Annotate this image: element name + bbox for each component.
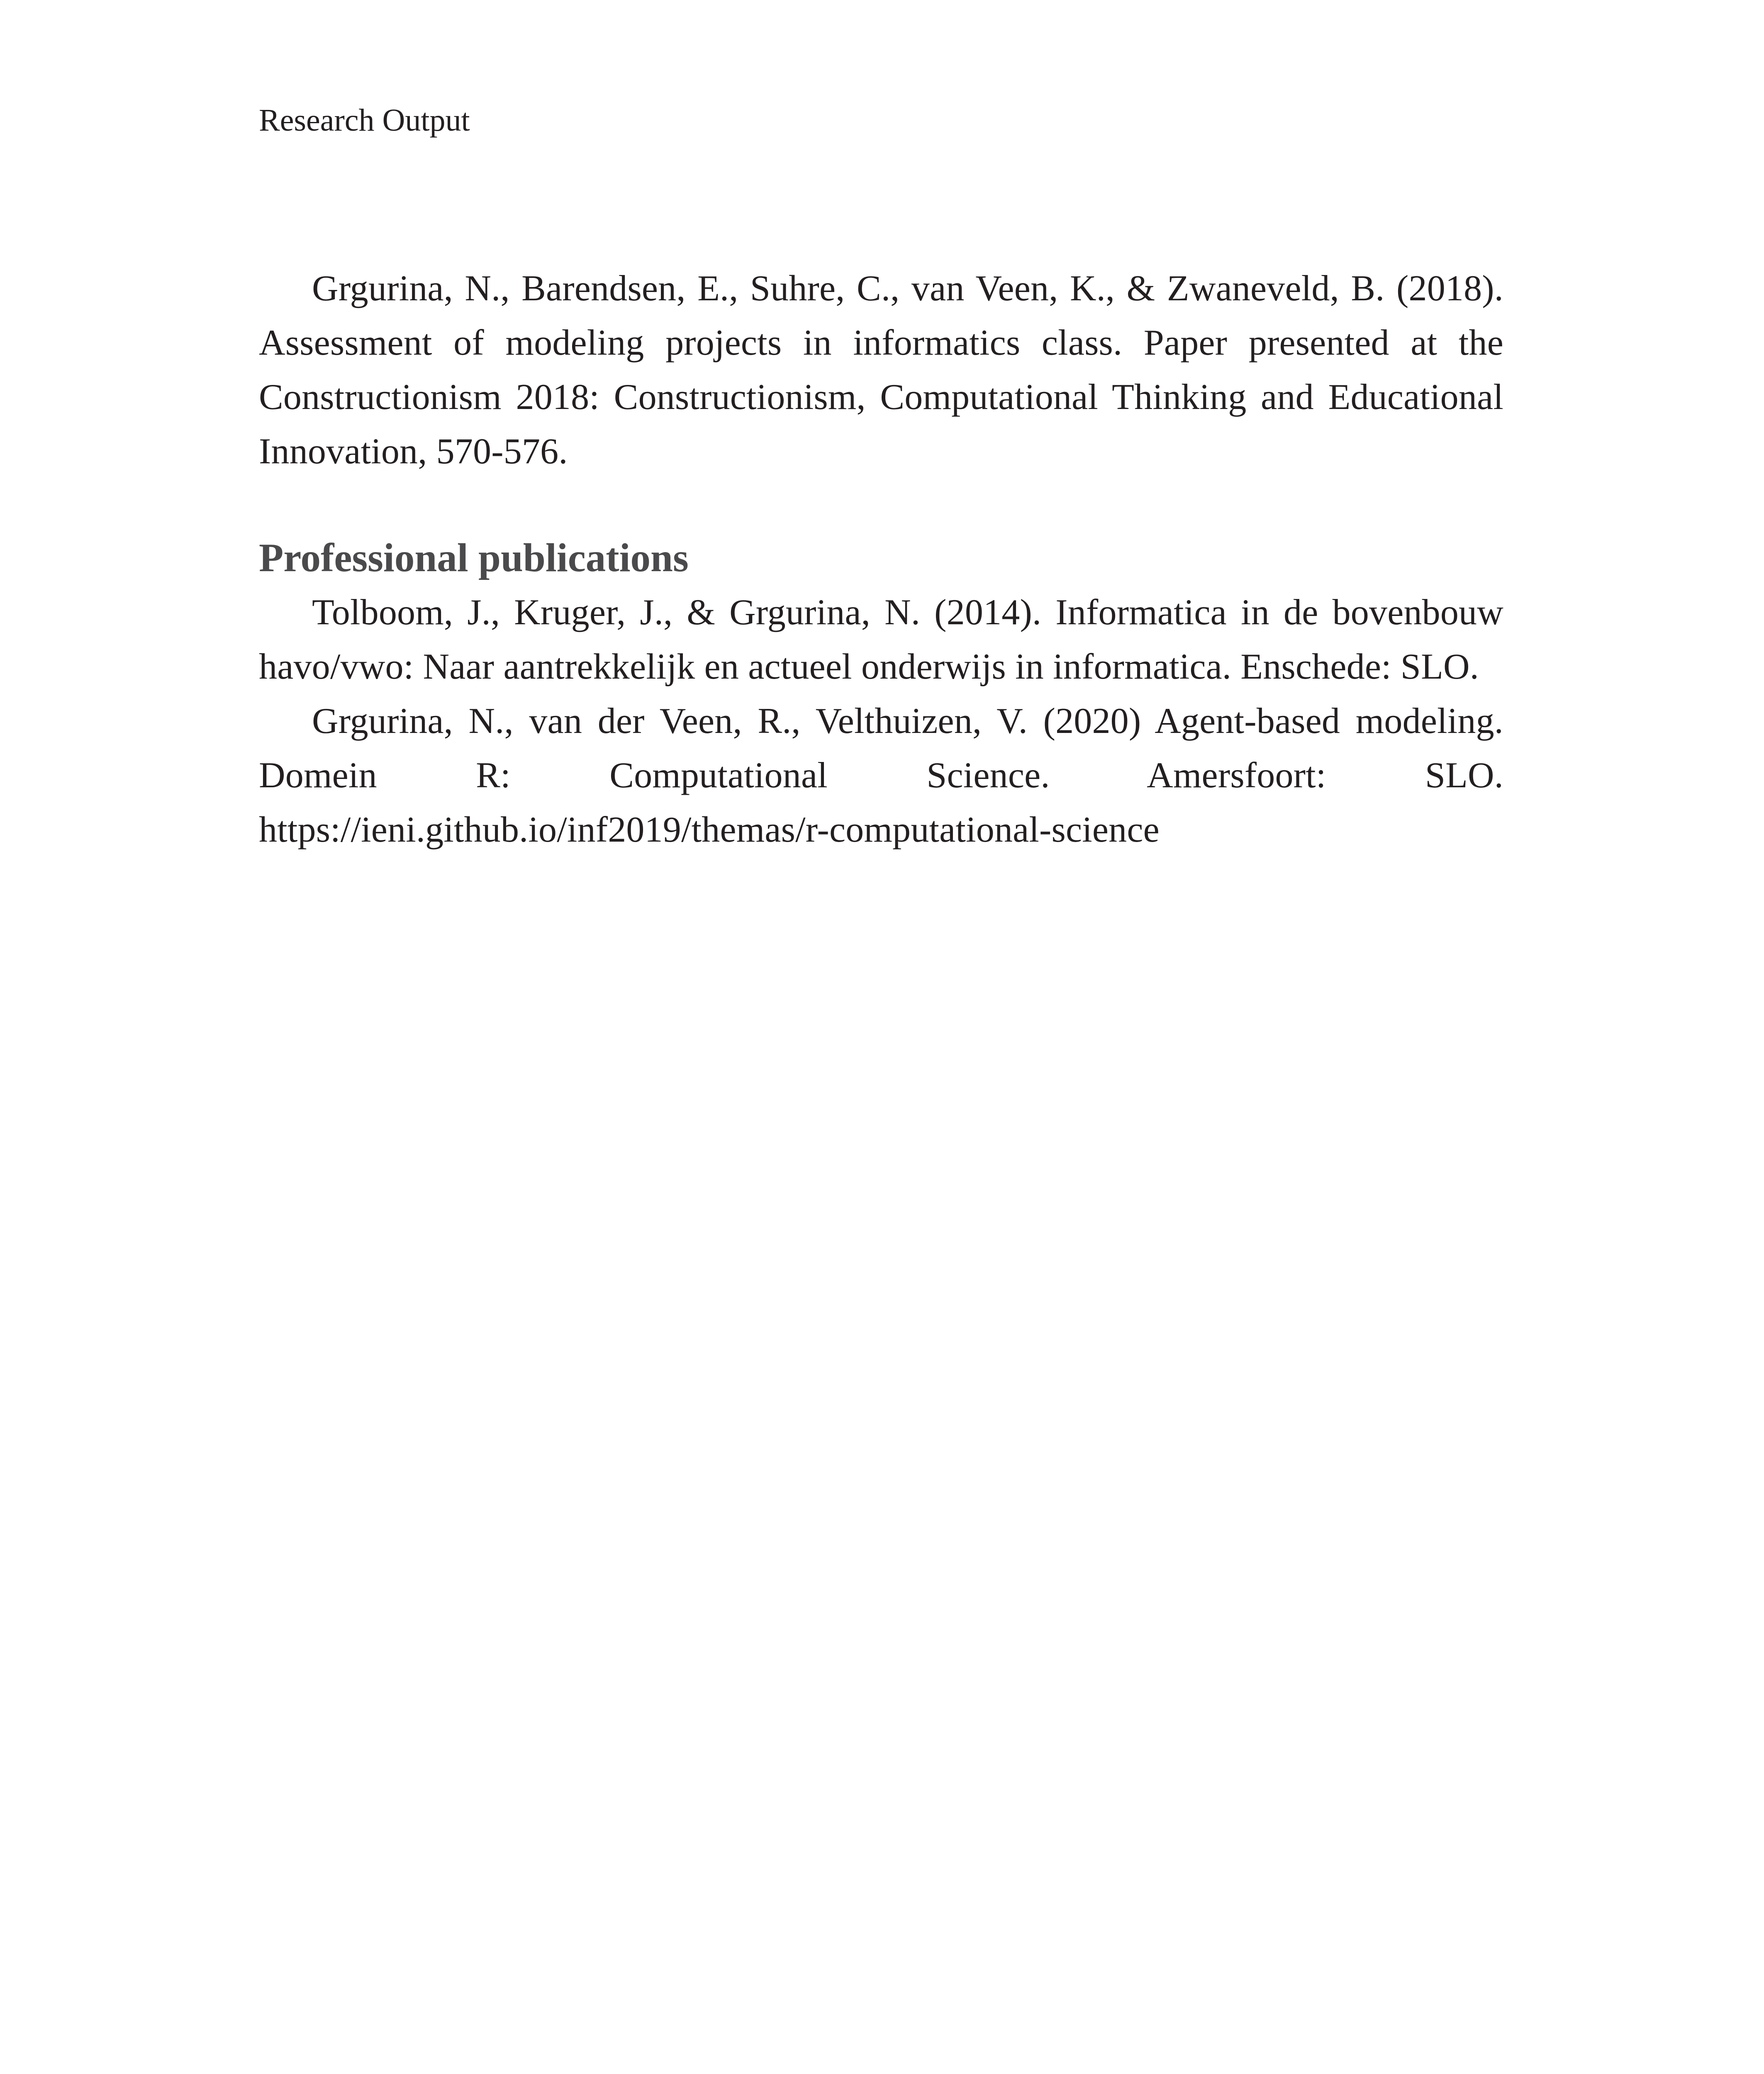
publication-entry: Tolboom, J., Kruger, J., & Grgurina, N. (2014). Informatica in de bovenbouw havo/vwo: Naar aantrekkelijk en actueel onderwijs in informatica. Enschede: SLO.	[259, 592, 1503, 687]
publication-entry: Grgurina, N., van der Veen, R., Velthuizen, V. (2020) Agent-based modeling. Domein R: Computational Science. Amersfoort: SLO. https://ieni.github.io/inf2019/themas/r-computational-science	[259, 701, 1503, 850]
section-heading-professional-publications: Professional publications	[259, 536, 689, 580]
page-body	[259, 261, 1503, 857]
reference-entry: Grgurina, N., Barendsen, E., Suhre, C., van Veen, K., & Zwaneveld, B. (2018). Assessment of modeling projects in informatics class. Paper presented at the Constructionism 2018: Constructionism, Computational Thinking and Educational Innovation, 570-576.	[259, 268, 1503, 472]
running-header: Research Output	[259, 103, 470, 138]
